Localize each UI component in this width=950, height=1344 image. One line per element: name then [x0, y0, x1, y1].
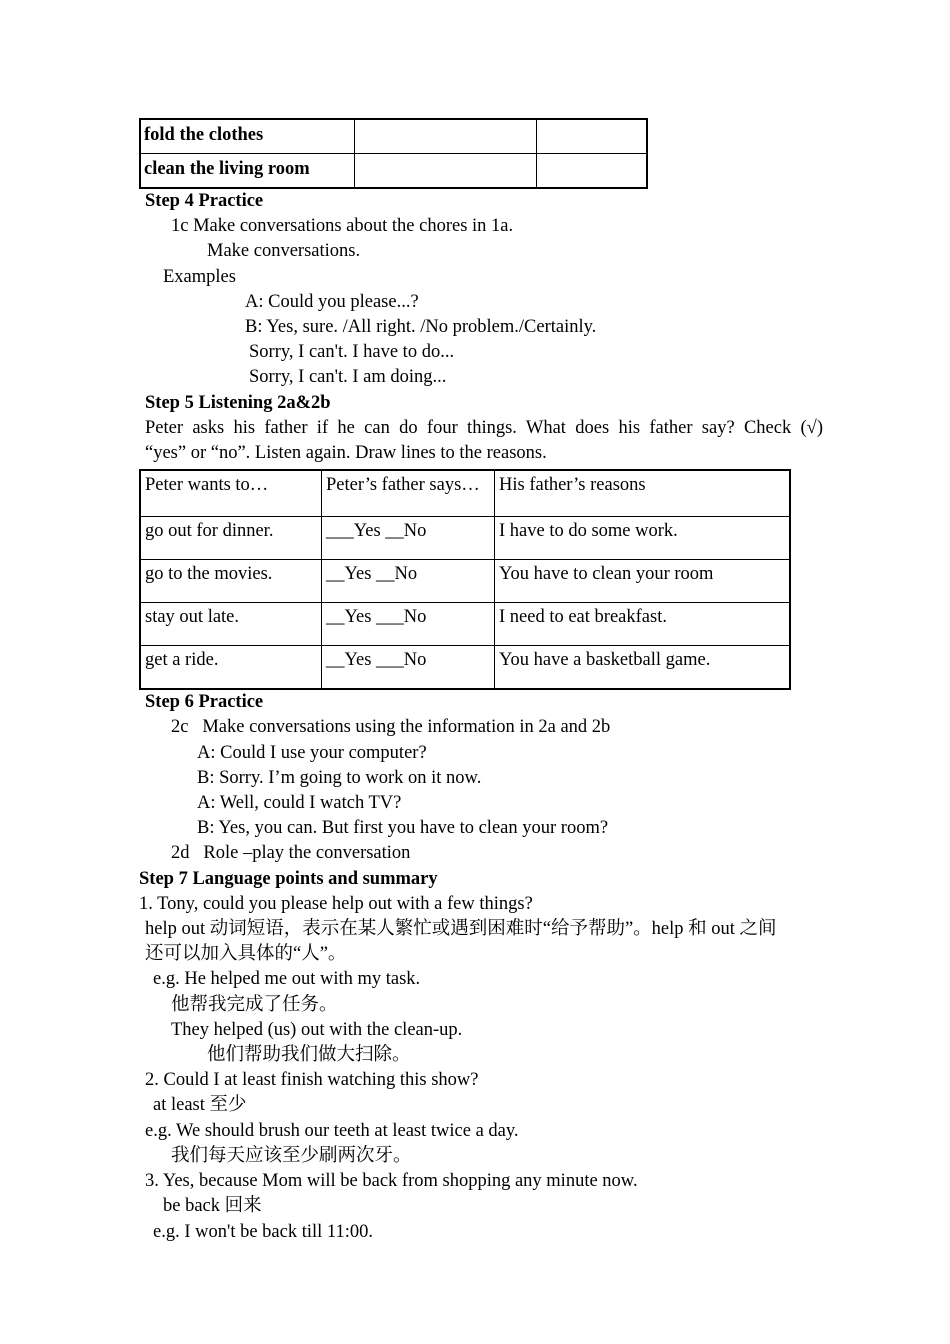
step-6-heading: Step 6 Practice	[145, 692, 264, 713]
reason-cell: You have to clean your room	[495, 560, 791, 603]
header-peter-wants-to: Peter wants to…	[140, 470, 322, 517]
answer-cell[interactable]: __Yes ___No	[322, 603, 495, 646]
table-row	[140, 517, 790, 560]
point-3-sentence: 3. Yes, because Mom will be back from shopping any minute now.	[145, 1171, 638, 1192]
step-4-line-1c: 1c Make conversations about the chores in 1a.	[171, 216, 514, 237]
chore-check-cell[interactable]	[355, 154, 537, 189]
table-row	[140, 560, 790, 603]
want-cell: go out for dinner.	[140, 517, 322, 560]
step-4-example-b: B: Yes, sure. /All right. /No problem./Certainly.	[245, 317, 597, 338]
point-3-example-en: e.g. I won't be back till 11:00.	[153, 1221, 373, 1242]
step-5-heading: Step 5 Listening 2a&2b	[145, 392, 331, 413]
point-2-example-en: e.g. We should brush our teeth at least twice a day.	[145, 1120, 519, 1141]
step-5-intro-line-2: “yes” or “no”. Listen again. Draw lines to the reasons.	[145, 443, 547, 464]
point-2-example-cn: 我们每天应该至少刷两次牙。	[171, 1145, 412, 1166]
table-header-row	[140, 470, 790, 517]
step-6-dialog-a2: A: Well, could I watch TV?	[197, 793, 402, 814]
header-father-says: Peter’s father says…	[322, 470, 495, 517]
point-1-sentence: 1. Tony, could you please help out with a few things?	[139, 893, 533, 914]
answer-cell[interactable]: __Yes __No	[322, 560, 495, 603]
step-6-dialog-a1: A: Could I use your computer?	[197, 742, 427, 763]
step-4-example-sorry-2: Sorry, I can't. I am doing...	[249, 367, 447, 388]
chore-check-cell[interactable]	[355, 119, 537, 154]
want-cell: get a ride.	[140, 646, 322, 690]
point-1-example-2-en: They helped (us) out with the clean-up.	[171, 1019, 463, 1040]
chore-check-cell-2[interactable]	[537, 154, 648, 189]
want-cell: go to the movies.	[140, 560, 322, 603]
point-2-phrase: at least 至少	[153, 1095, 247, 1116]
reason-cell: I need to eat breakfast.	[495, 603, 791, 646]
header-father-reasons: His father’s reasons	[495, 470, 791, 517]
point-1-explain-line-2: 还可以加入具体的“人”。	[145, 944, 347, 965]
step-6-line-2c: 2c Make conversations using the information in 2a and 2b	[171, 717, 611, 738]
step-4-line-examples: Examples	[163, 266, 236, 287]
answer-cell[interactable]: __Yes ___No	[322, 646, 495, 690]
point-1-example-2-cn: 他们帮助我们做大扫除。	[207, 1045, 411, 1066]
reason-cell: You have a basketball game.	[495, 646, 791, 690]
step-6-dialog-b2: B: Yes, you can. But first you have to clean your room?	[197, 818, 609, 839]
table-row	[140, 119, 647, 154]
point-3-phrase: be back 回来	[163, 1196, 262, 1217]
step-6-line-2d: 2d Role –play the conversation	[171, 843, 411, 864]
point-1-example-1-en: e.g. He helped me out with my task.	[153, 969, 421, 990]
reason-cell: I have to do some work.	[495, 517, 791, 560]
table-row	[140, 154, 647, 189]
point-2-sentence: 2. Could I at least finish watching this show?	[145, 1070, 479, 1091]
document-content	[139, 118, 823, 1245]
table-row	[140, 646, 790, 690]
chores-table	[139, 118, 648, 189]
step-4-line-make-conversations: Make conversations.	[207, 241, 361, 262]
chore-name-cell: fold the clothes	[140, 119, 355, 154]
step-4-heading: Step 4 Practice	[145, 191, 264, 211]
chore-check-cell-2[interactable]	[537, 119, 648, 154]
chore-name-cell: clean the living room	[140, 154, 355, 189]
point-1-example-1-cn: 他帮我完成了任务。	[171, 994, 338, 1015]
step-7-heading: Step 7 Language points and summary	[139, 868, 438, 889]
answer-cell[interactable]: ___Yes __No	[322, 517, 495, 560]
want-cell: stay out late.	[140, 603, 322, 646]
listening-table	[139, 469, 791, 690]
step-5-intro-line-1: Peter asks his father if he can do four things. What does his father say? Check (√)	[145, 417, 823, 438]
step-6-dialog-b1: B: Sorry. I’m going to work on it now.	[197, 767, 482, 788]
step-4-example-sorry-1: Sorry, I can't. I have to do...	[249, 342, 455, 363]
point-1-explain-line-1: help out 动词短语，表示在某人繁忙或遇到困难时“给予帮助”。help 和 out 之间	[145, 919, 777, 940]
step-4-example-a: A: Could you please...?	[245, 291, 419, 312]
table-row	[140, 603, 790, 646]
